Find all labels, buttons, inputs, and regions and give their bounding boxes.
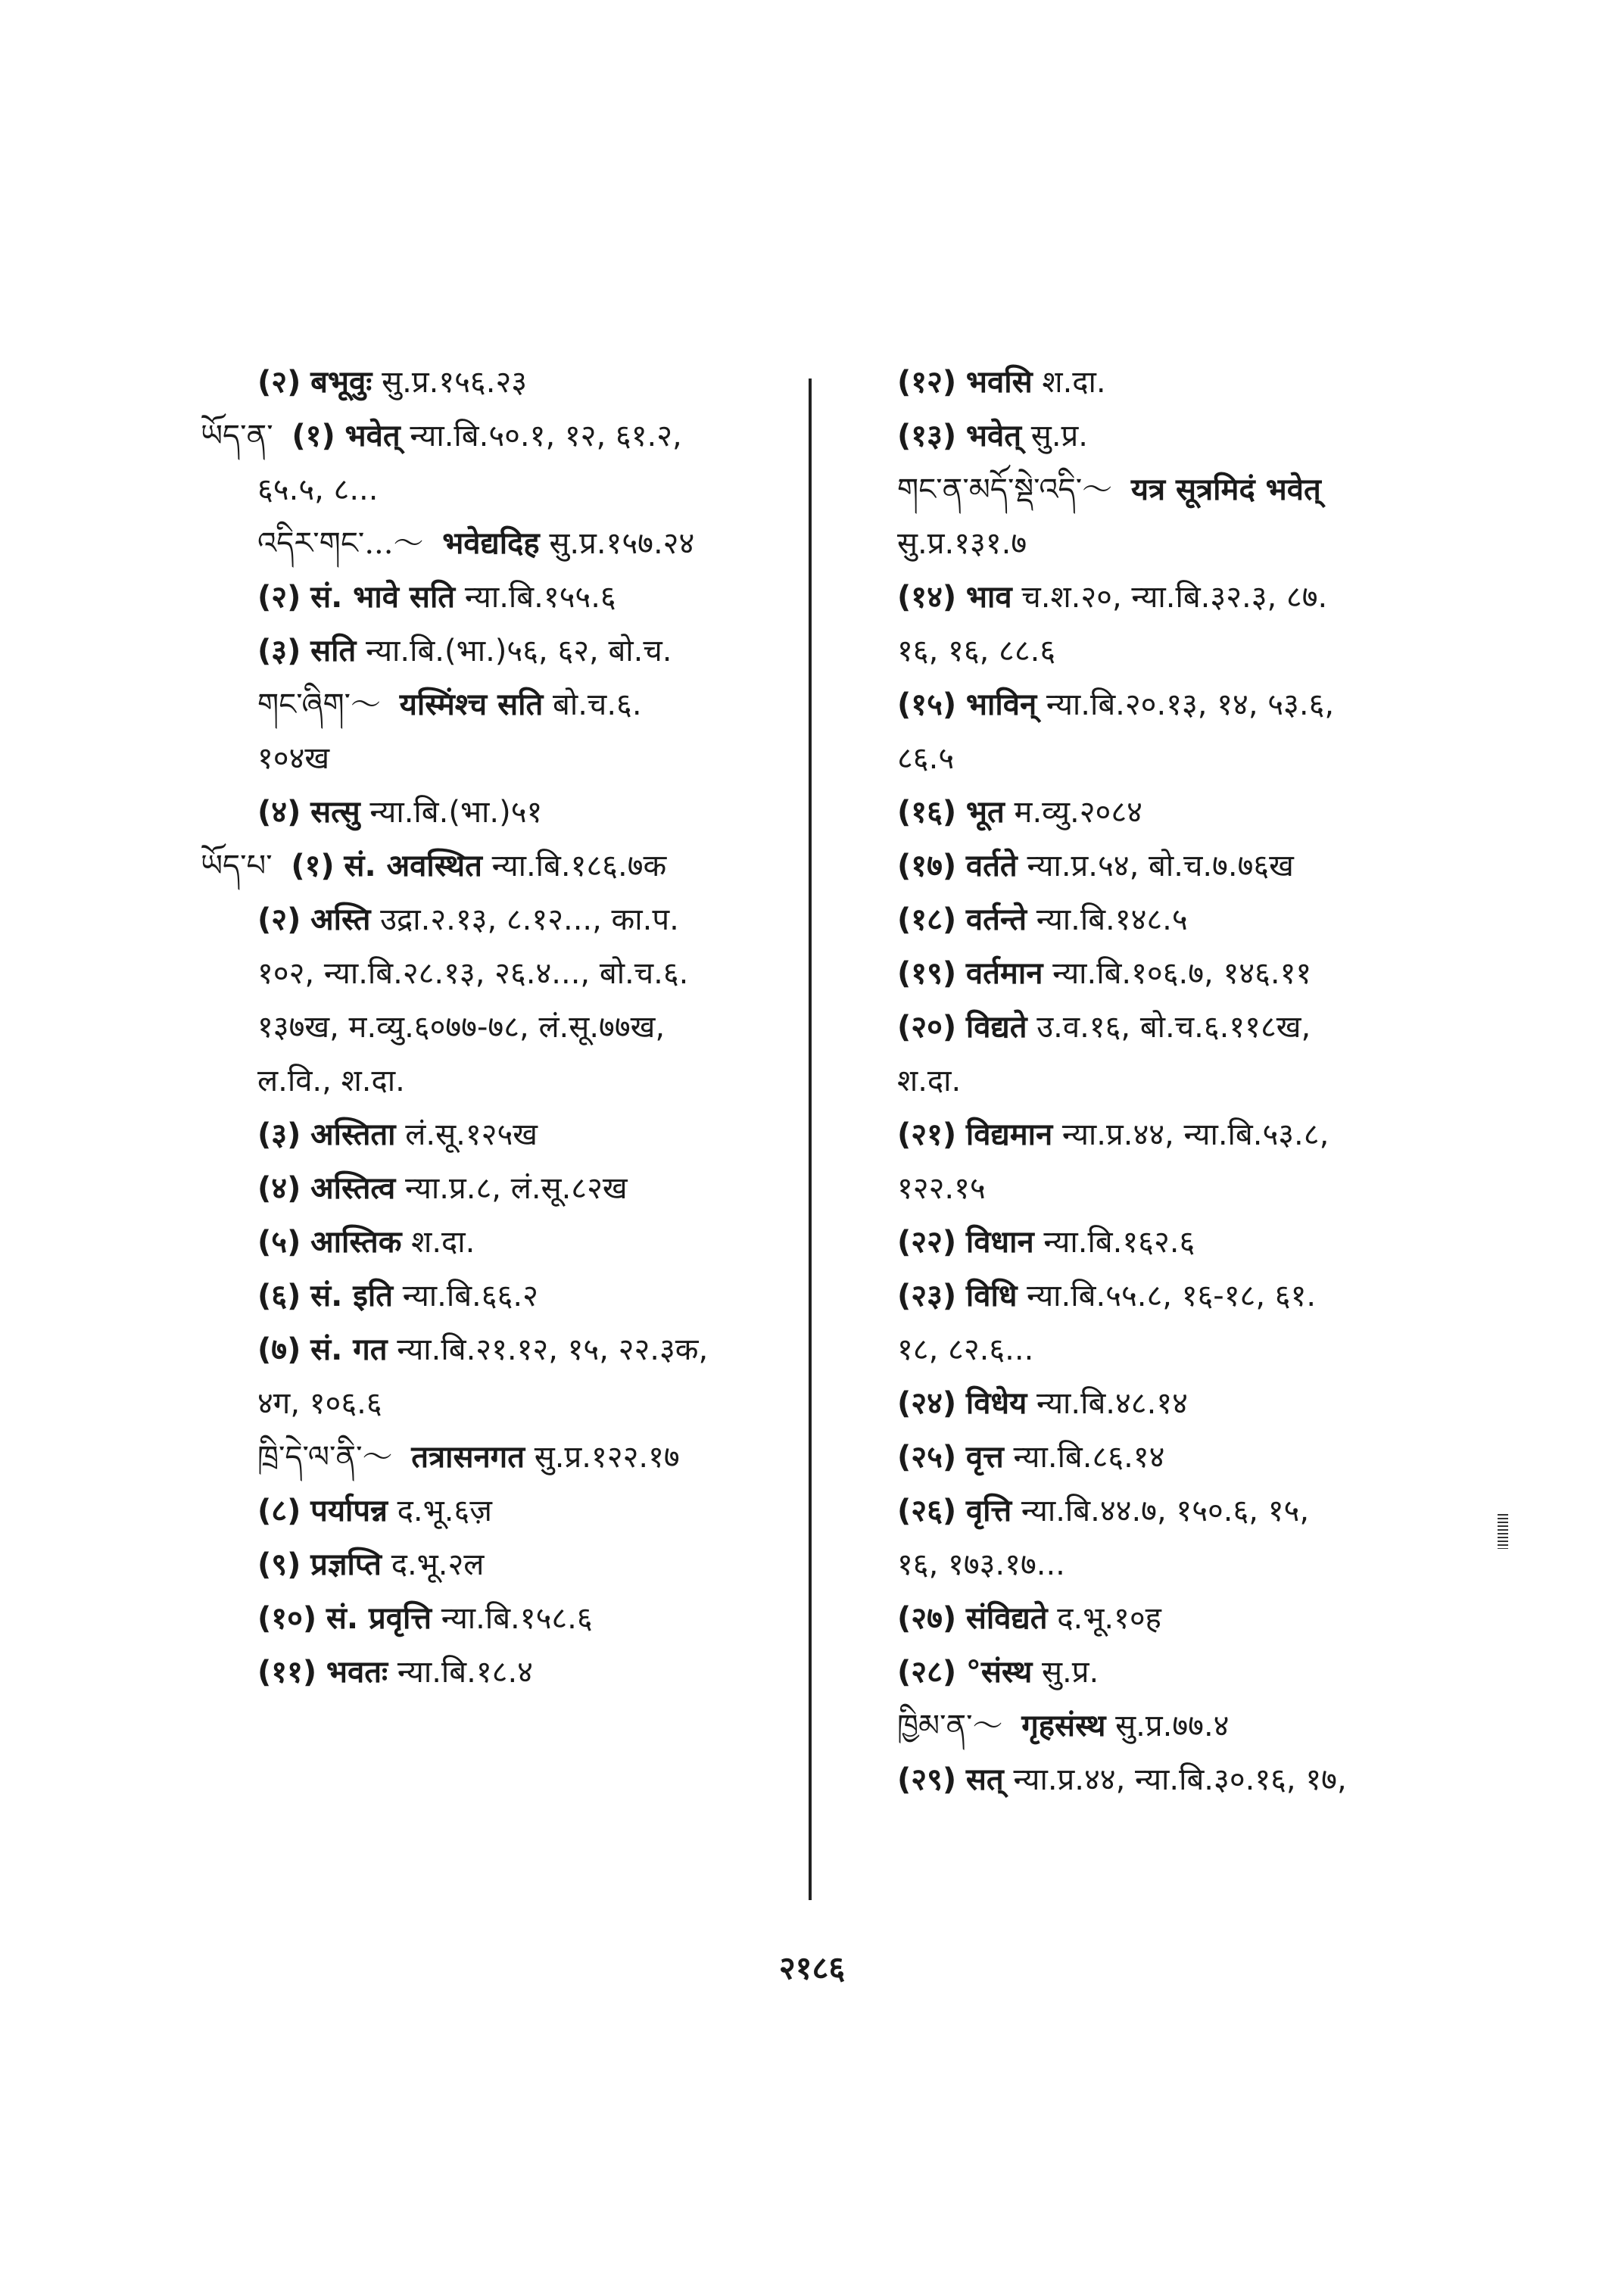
sanskrit-equivalent: विधि [965,1279,1018,1313]
entry-line [897,1377,1442,1431]
sanskrit-equivalent: सति [310,634,357,668]
entry-line [201,571,806,625]
sense-number: (१९) [897,956,957,991]
source-references: न्या.बि.१८.४ [397,1655,533,1690]
sanskrit-equivalent: भवेत् [344,419,401,453]
source-references: द.भू.६ज़ [397,1494,492,1528]
sanskrit-equivalent: भवेद्यदिह [442,526,540,561]
source-references: न्या.बि.५०.१, १२, ६१.२, [410,419,682,453]
entry-line [897,1270,1442,1323]
sense-number: (१६) [897,795,957,830]
entry-line [897,1538,1442,1592]
source-references: उ.व.१६, बो.च.६.११८ख, [1036,1010,1311,1045]
source-references: न्या.बि.५५.८, १६-१८, ६१. [1027,1279,1317,1313]
sense-number: (१७) [897,849,957,883]
source-references: न्या.बि.(भा.)५६, ६२, बो.च. [366,634,672,668]
entry-line [897,947,1442,1001]
source-references: ६५.५, ८... [257,472,379,507]
source-references: श.दा. [411,1225,475,1260]
source-references: न्या.बि.१४८.५ [1036,902,1188,937]
entry-line [897,1753,1442,1807]
source-references: ल.वि., श.दा. [257,1064,405,1098]
sanskrit-equivalent: भवसि [965,365,1033,400]
source-references: सु.प्र.१५७.२४ [549,526,695,561]
source-references: न्या.बि.२०.१३, १४, ५३.६, [1046,687,1335,722]
sanskrit-equivalent: वर्तन्ते [965,902,1027,937]
source-references: न्या.बि.४४.७, १५०.६, १५, [1021,1494,1310,1528]
sanskrit-equivalent: सत्सु [310,795,360,830]
source-references: न्या.बि.(भा.)५१ [369,795,543,830]
tibetan-term: གང་ན་མདོ་སྡེ་འདི་～ [897,472,1113,507]
sense-number: (२६) [897,1494,957,1528]
source-references: न्या.बि.१६२.६ [1043,1225,1195,1260]
entry-line [201,1538,806,1592]
entry-line [201,678,806,732]
source-references: १३७ख, म.व्यु.६०७७-७८, लं.सू.७७ख, [257,1010,665,1045]
sanskrit-equivalent: °संस्थ [965,1655,1033,1690]
entry-line [201,1270,806,1323]
sense-number: (२४) [897,1386,957,1421]
source-references: न्या.प्र.४४, न्या.बि.३०.१६, १७, [1013,1762,1347,1797]
tibetan-term: ཁྱིམ་ན་～ [897,1709,1003,1743]
source-references: म.व्यु.२०८४ [1014,795,1142,830]
entry-line [897,1485,1442,1538]
source-references: श.दा. [897,1064,962,1098]
tibetan-term: ཡོད་པ་ [201,849,273,883]
source-references: ८६.५ [897,741,955,776]
tibetan-term: ཡོད་ན་ [201,419,273,453]
entry-line [897,1431,1442,1485]
sanskrit-equivalent: प्रज्ञप्ति [310,1547,382,1582]
entry-line [897,1108,1442,1162]
right-column [897,356,1442,1807]
sanskrit-equivalent: विधेय [965,1386,1027,1421]
entry-line [897,678,1442,732]
source-references: न्या.बि.१०६.७, १४६.११ [1052,956,1312,991]
source-references: न्या.प्र.४४, न्या.बि.५३.८, [1061,1117,1329,1152]
sanskrit-equivalent: भवतः [326,1655,388,1690]
source-references: सु.प्र.१३१.७ [897,526,1027,561]
entry-line [201,356,806,410]
sense-number: (४) [257,1171,301,1206]
sense-number: (८) [257,1494,301,1528]
sanskrit-equivalent: अस्तिता [310,1117,396,1152]
entry-line [201,786,806,840]
sense-number: (१) [291,419,335,453]
entry-line [201,1592,806,1646]
entry-line [201,1055,806,1108]
entry-line [897,1055,1442,1108]
sense-number: (१४) [897,580,957,615]
entry-line [201,947,806,1001]
source-references: बो.च.६. [553,687,642,722]
sanskrit-equivalent: भाविन् [965,687,1037,722]
sanskrit-equivalent: सत् [965,1762,1004,1797]
sense-number: (२) [257,580,301,615]
source-references: न्या.बि.१५५.६ [464,580,616,615]
sense-number: (११) [257,1655,317,1690]
sanskrit-equivalent: पर्यापन्न [310,1494,388,1528]
entry-line [201,625,806,678]
sense-number: (१) [291,849,335,883]
sanskrit-equivalent: वर्तमान [965,956,1043,991]
sense-number: (१०) [257,1601,317,1636]
entry-line [201,732,806,786]
source-references: ४ग, १०६.६ [257,1386,382,1421]
sanskrit-equivalent: अस्ति [310,902,371,937]
source-references: सु.प्र. [1030,419,1089,453]
sense-number: (२३) [897,1279,957,1313]
entry-line [201,1323,806,1377]
source-references: न्या.बि.६६.२ [402,1279,538,1313]
entry-line [201,1001,806,1055]
margin-mark [1498,1514,1508,1549]
entry-line [897,786,1442,840]
sense-number: (२७) [897,1601,957,1636]
entry-line [897,463,1442,517]
sense-number: (२) [257,365,301,400]
sanskrit-equivalent: बभूवुः [310,365,372,400]
sanskrit-equivalent: सं. प्रवृत्ति [326,1601,432,1636]
entry-line [897,1699,1442,1753]
sanskrit-equivalent: वृत्ति [965,1494,1012,1528]
entry-line [201,1485,806,1538]
source-references: द.भू.२ल [391,1547,485,1582]
source-references: न्या.बि.१८६.७क [491,849,667,883]
sense-number: (१३) [897,419,957,453]
entry-line [201,1431,806,1485]
sanskrit-equivalent: सं. भावे सति [310,580,456,615]
sense-number: (२५) [897,1440,957,1475]
entry-line [201,410,806,463]
sanskrit-equivalent: यत्र सूत्रमिदं भवेत् [1130,472,1321,507]
entry-line [897,410,1442,463]
entry-line [897,840,1442,893]
sense-number: (३) [257,634,301,668]
left-column [201,356,806,1699]
tibetan-term: ཁྲི་དེ་ལ་ནི་～ [257,1440,393,1475]
sanskrit-equivalent: संविद्यते [965,1601,1048,1636]
sense-number: (२२) [897,1225,957,1260]
entry-line [201,1108,806,1162]
sanskrit-equivalent: तत्रासनगत [411,1440,525,1475]
source-references: सु.प्र.७७.४ [1115,1709,1230,1743]
entry-line [897,625,1442,678]
entry-line [897,732,1442,786]
source-references: उद्रा.२.१३, ८.१२..., का.प. [380,902,679,937]
sanskrit-equivalent: अस्तित्व [310,1171,396,1206]
entry-line [201,1646,806,1699]
sanskrit-equivalent: विधान [965,1225,1034,1260]
source-references: सु.प्र. [1041,1655,1099,1690]
entry-line [897,1592,1442,1646]
sanskrit-equivalent: सं. अवस्थित [344,849,482,883]
sense-number: (५) [257,1225,301,1260]
entry-line [201,1216,806,1270]
sanskrit-equivalent: आस्तिक [310,1225,402,1260]
source-references: १६, १६, ८८.६ [897,634,1056,668]
tibetan-term: གང་ཞིག་～ [257,687,381,722]
sense-number: (६) [257,1279,301,1313]
source-references: १२२.१५ [897,1171,986,1206]
source-references: श.दा. [1042,365,1106,400]
entry-line [201,463,806,517]
sense-number: (१२) [897,365,957,400]
sanskrit-equivalent: विद्यते [965,1010,1027,1045]
entry-line [897,1001,1442,1055]
sanskrit-equivalent: भवेत् [965,419,1022,453]
entry-line [201,840,806,893]
source-references: सु.प्र.१२२.१७ [534,1440,680,1475]
entry-line [897,1162,1442,1216]
source-references: १६, १७३.१७... [897,1547,1065,1582]
sense-number: (१५) [897,687,957,722]
entry-line [897,571,1442,625]
sense-number: (९) [257,1547,301,1582]
sense-number: (२१) [897,1117,957,1152]
source-references: च.श.२०, न्या.बि.३२.३, ८७. [1021,580,1328,615]
column-divider [809,379,812,1900]
source-references: न्या.बि.२१.१२, १५, २२.३क, [397,1332,709,1367]
entry-line [897,1323,1442,1377]
entry-line [897,893,1442,947]
tibetan-term: འདིར་གང་...～ [257,526,424,561]
source-references: न्या.प्र.८, लं.सू.८२ख [404,1171,628,1206]
source-references: द.भू.१०ह [1057,1601,1161,1636]
source-references: सु.प्र.१५६.२३ [382,365,528,400]
entry-line [201,893,806,947]
sanskrit-equivalent: वर्तते [965,849,1018,883]
sense-number: (२९) [897,1762,957,1797]
entry-line [201,1377,806,1431]
source-references: १०४ख [257,741,330,776]
source-references: न्या.बि.४८.१४ [1036,1386,1188,1421]
page-number: २१८६ [778,1949,846,1986]
entry-line [897,517,1442,571]
sense-number: (१८) [897,902,957,937]
sanskrit-equivalent: सं. इति [310,1279,394,1313]
entry-line [201,517,806,571]
entry-line [897,1216,1442,1270]
sanskrit-equivalent: विद्यमान [965,1117,1053,1152]
sanskrit-equivalent: सं. गत [310,1332,388,1367]
sanskrit-equivalent: गृहसंस्थ [1021,1709,1106,1743]
entry-line [897,1646,1442,1699]
sanskrit-equivalent: वृत्त [965,1440,1004,1475]
source-references: न्या.बि.१५८.६ [441,1601,593,1636]
source-references: १८, ८२.६... [897,1332,1034,1367]
sense-number: (७) [257,1332,301,1367]
entry-line [201,1162,806,1216]
sense-number: (४) [257,795,301,830]
sense-number: (२८) [897,1655,957,1690]
source-references: १०२, न्या.बि.२८.१३, २६.४..., बो.च.६. [257,956,689,991]
sanskrit-equivalent: यस्मिंश्च सति [399,687,544,722]
source-references: न्या.बि.८६.१४ [1013,1440,1165,1475]
sense-number: (२०) [897,1010,957,1045]
entry-line [897,356,1442,410]
sense-number: (३) [257,1117,301,1152]
sanskrit-equivalent: भूत [965,795,1005,830]
source-references: न्या.प्र.५४, बो.च.७.७६ख [1027,849,1294,883]
sense-number: (२) [257,902,301,937]
sanskrit-equivalent: भाव [965,580,1012,615]
source-references: लं.सू.१२५ख [405,1117,538,1152]
